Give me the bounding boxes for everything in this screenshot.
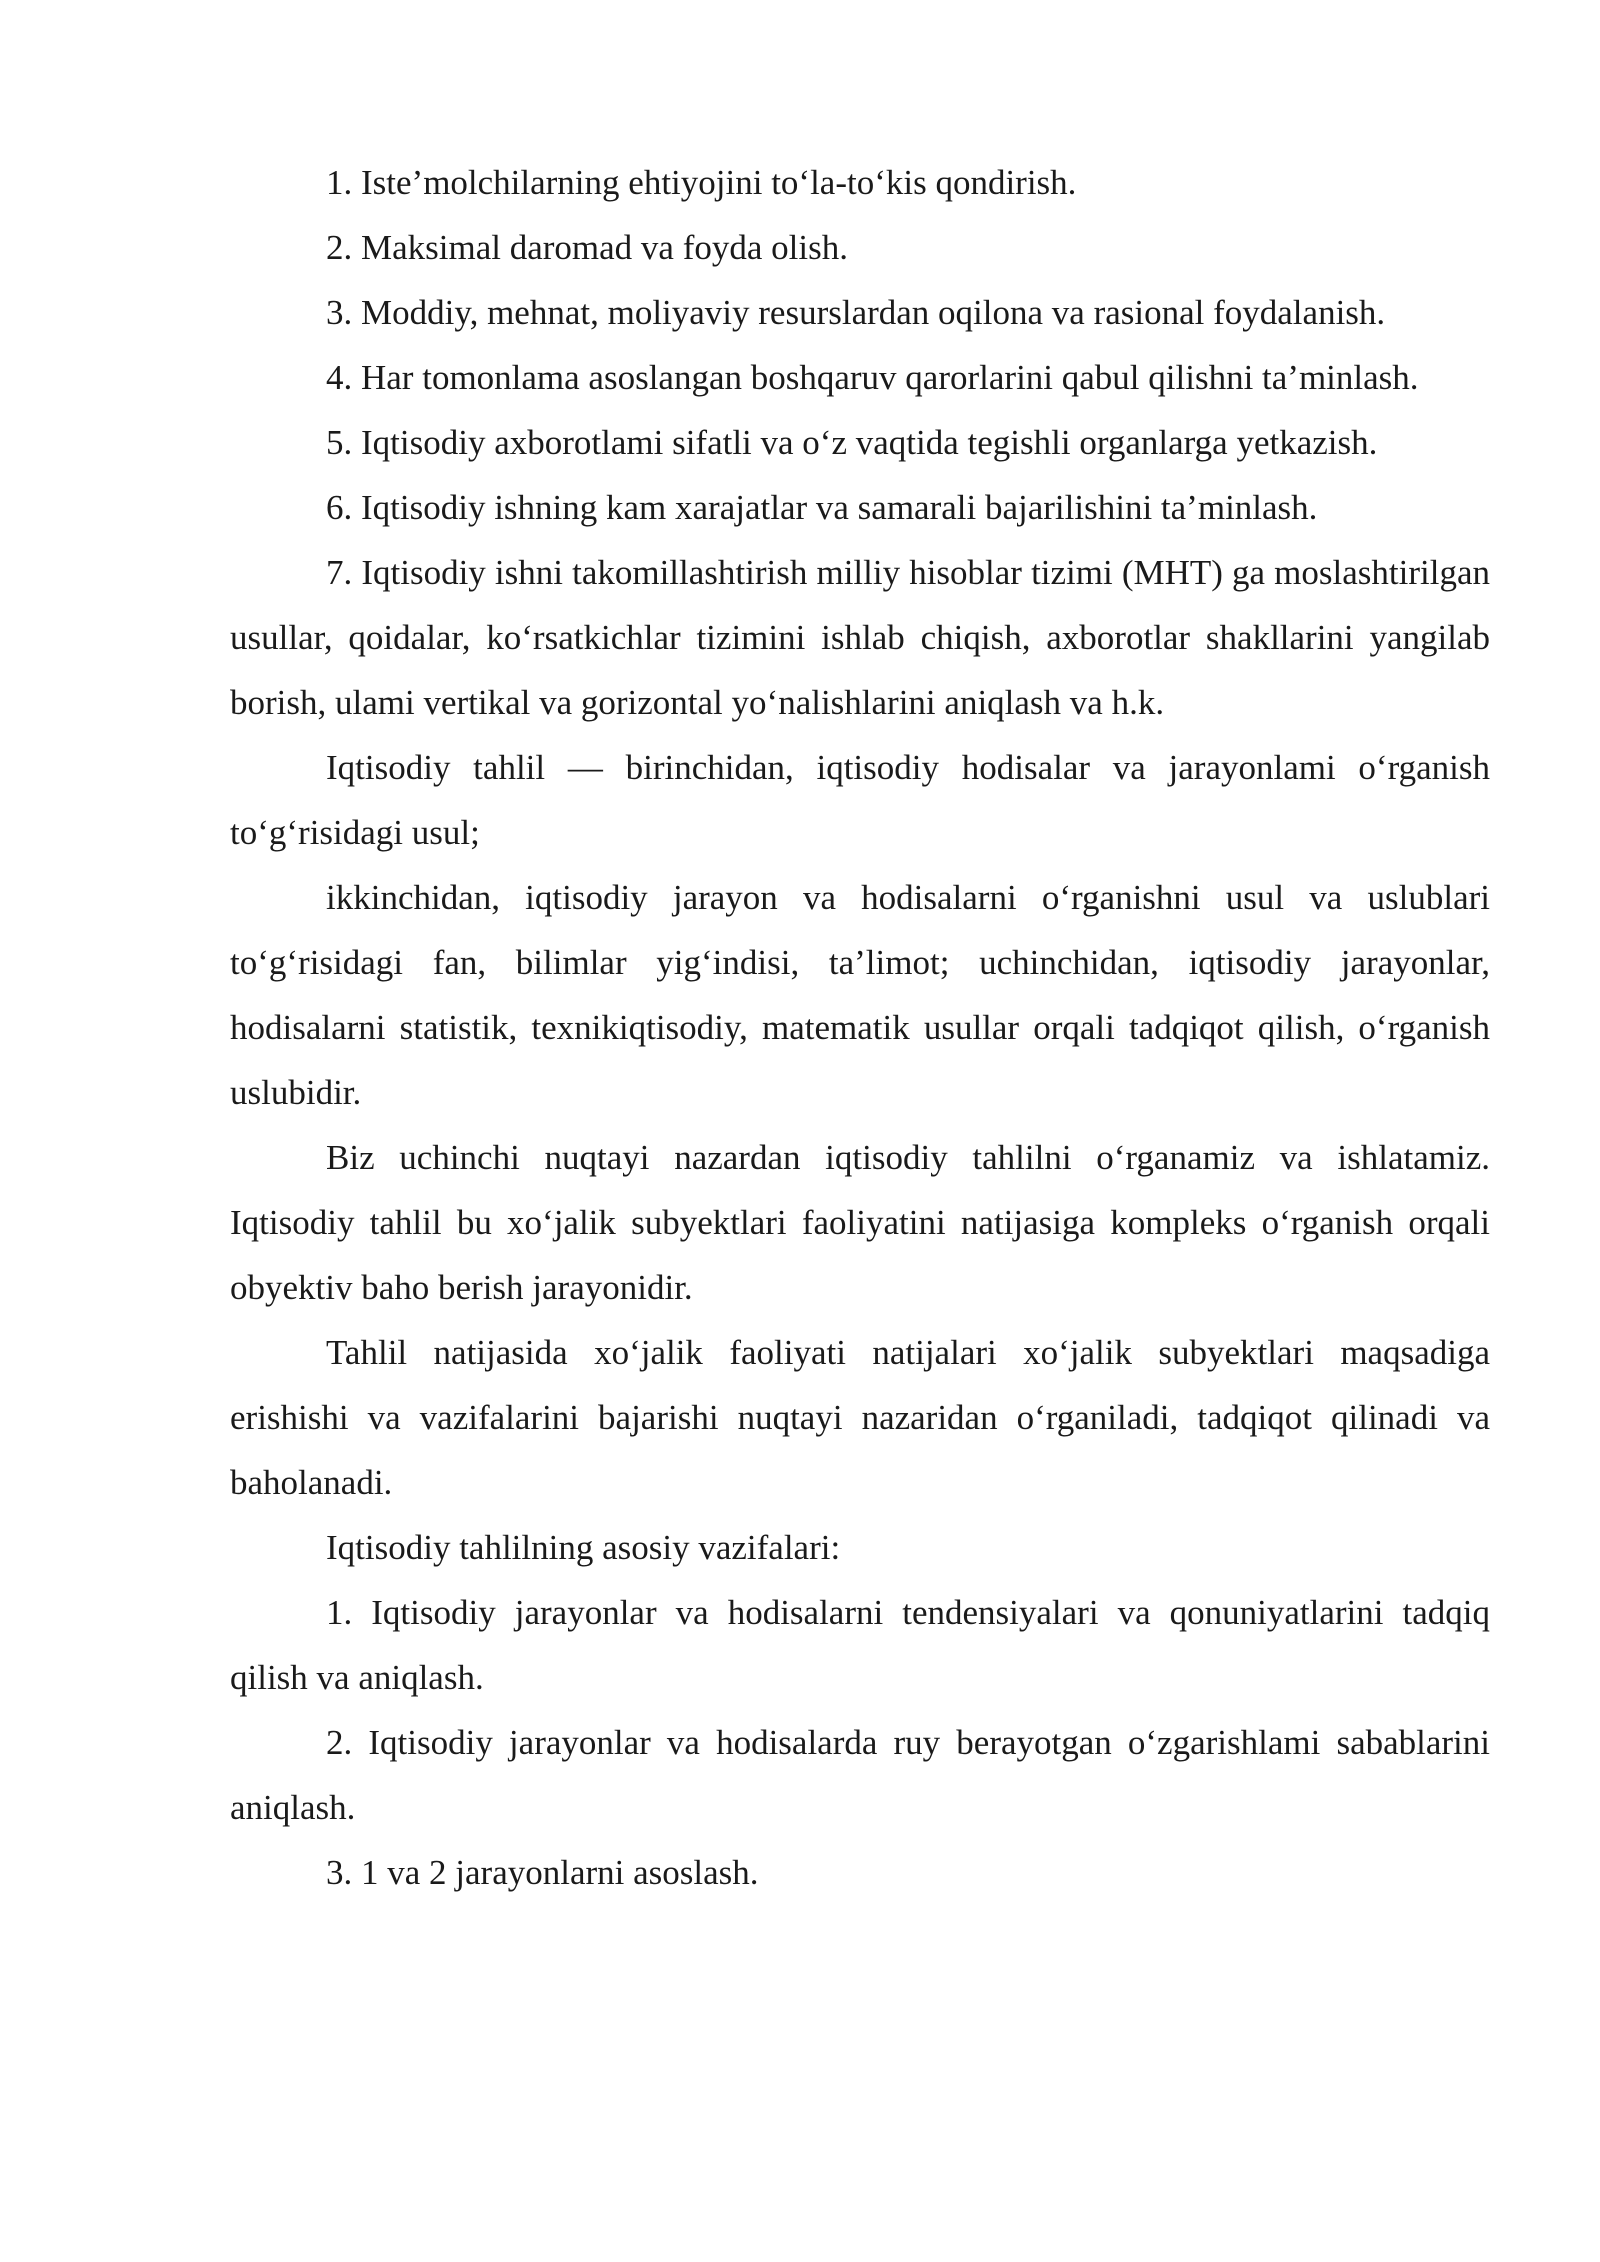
list-item-3: 3. Moddiy, mehnat, moliyaviy resurslardan oqilona va rasional foydalanish. bbox=[326, 293, 1386, 332]
list-item-4: 4. Har tomonlama asoslangan boshqaruv qarorlarini qabul qilishni ta’minlash. bbox=[326, 358, 1419, 397]
list-item-7: 7. Iqtisodiy ishni takomillashtirish milliy hisoblar tizimi (MHT) ga moslashtirilgan usullar, qoidalar, ko‘rsatkichlar tizimini ishlab chiqish, axborotlar shakllarini yangilab borish, ulami vertikal va gorizontal yo‘nalishlarini aniqlash va h.k. bbox=[230, 553, 1490, 722]
list-item-5: 5. Iqtisodiy axborotlami sifatli va o‘z vaqtida tegishli organlarga yetkazish. bbox=[326, 423, 1378, 462]
task-item-2: 2. Iqtisodiy jarayonlar va hodisalarda ruy berayotgan o‘zgarishlami sabablarini aniqlash. bbox=[230, 1723, 1490, 1827]
task-item-1: 1. Iqtisodiy jarayonlar va hodisalarni tendensiyalari va qonuniyatlarini tadqiq qilish va aniqlash. bbox=[230, 1593, 1490, 1697]
section-heading-tasks: Iqtisodiy tahlilning asosiy vazifalari: bbox=[326, 1528, 841, 1567]
document-page bbox=[230, 150, 1490, 1905]
list-item-6: 6. Iqtisodiy ishning kam xarajatlar va samarali bajarilishini ta’minlash. bbox=[326, 488, 1318, 527]
paragraph-definition-first: Iqtisodiy tahlil — birinchidan, iqtisodiy hodisalar va jarayonlami o‘rganish to‘g‘risidagi usul; bbox=[230, 748, 1490, 852]
list-item-2: 2. Maksimal daromad va foyda olish. bbox=[326, 228, 848, 267]
paragraph-analysis-results: Tahlil natijasida xo‘jalik faoliyati natijalari xo‘jalik subyektlari maqsadiga erishishi va vazifalarini bajarishi nuqtayi nazaridan o‘rganiladi, tadqiqot qilinadi va baholanadi. bbox=[230, 1333, 1490, 1502]
paragraph-definition-second-third: ikkinchidan, iqtisodiy jarayon va hodisalarni o‘rganishni usul va uslublari to‘g‘risidagi fan, bilimlar yig‘indisi, ta’limot; uchinchidan, iqtisodiy jarayonlar, hodisalarni statistik, texnikiqtisodiy, matematik usullar orqali tadqiqot qilish, o‘rganish uslubidir. bbox=[230, 878, 1490, 1112]
task-item-3: 3. 1 va 2 jarayonlarni asoslash. bbox=[326, 1853, 759, 1892]
paragraph-third-viewpoint: Biz uchinchi nuqtayi nazardan iqtisodiy tahlilni o‘rganamiz va ishlatamiz. Iqtisodiy tahlil bu xo‘jalik subyektlari faoliyatini natijasiga kompleks o‘rganish orqali obyektiv baho berish jarayonidir. bbox=[230, 1138, 1490, 1307]
list-item-1: 1. Iste’molchilarning ehtiyojini to‘la-to‘kis qondirish. bbox=[326, 163, 1077, 202]
